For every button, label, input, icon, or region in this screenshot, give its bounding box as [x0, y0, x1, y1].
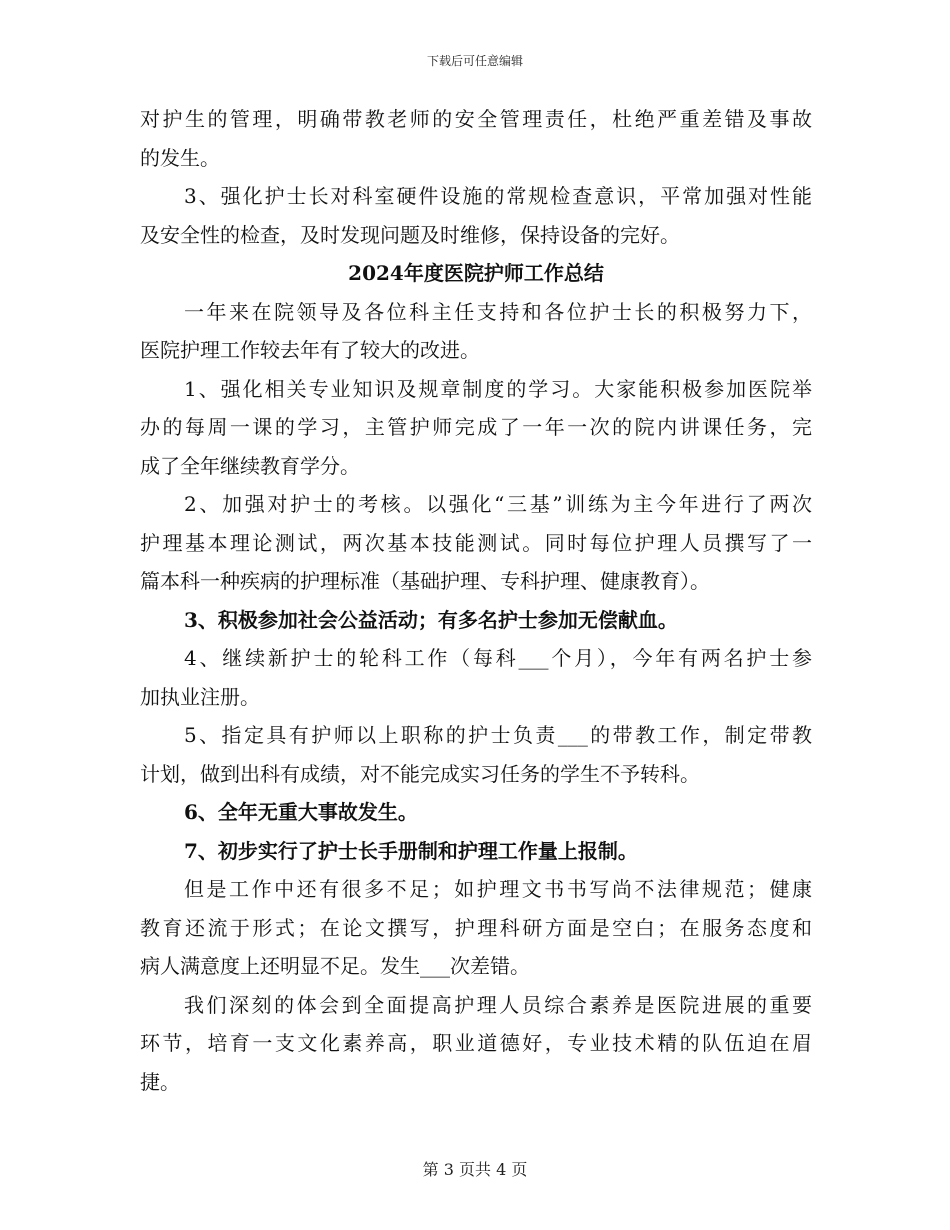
text-line: 2、加强对护士的考核。以强化“三基”训练为主今年进行了两次	[184, 492, 812, 516]
text-line: 成了全年继续教育学分。	[140, 453, 360, 478]
text-line: 及安全性的检查，及时发现问题及时维修，保持设备的完好。	[140, 222, 680, 247]
text-line: 篇本科一种疾病的护理标准（基础护理、专科护理、健康教育）。	[140, 569, 710, 593]
text-line: 3、强化护士长对科室硬件设施的常规检查意识，平常加强对性能	[184, 184, 812, 208]
text-line: 我们深刻的体会到全面提高护理人员综合素养是医院进展的重要	[184, 992, 812, 1017]
text-line: 办的每周一课的学习，主管护师完成了一年一次的院内讲课任务，完	[140, 415, 812, 439]
text-line: 护理基本理论测试，两次基本技能测试。同时每位护理人员撰写了一	[140, 530, 812, 555]
text-line: 对护生的管理，明确带教老师的安全管理责任，杜绝严重差错及事故	[140, 107, 812, 131]
text-line: 7、初步实行了护士长手册制和护理工作量上报制。	[184, 838, 638, 863]
text-line: 医院护理工作较去年有了较大的改进。	[140, 338, 480, 362]
text-line: 6、全年无重大事故发生。	[184, 800, 418, 824]
document-body	[140, 100, 812, 1101]
text-line: 一年来在院领导及各位科主任支持和各位护士长的积极努力下，	[184, 299, 812, 324]
page-footer: 第 3 页共 4 页	[422, 1160, 528, 1179]
text-line: 病人满意度上还明显不足。发生___次差错。	[140, 954, 530, 978]
section-title: 2024年度医院护师工作总结	[348, 261, 604, 285]
text-line: 但是工作中还有很多不足；如护理文书书写尚不法律规范；健康	[184, 877, 812, 901]
text-line: 教育还流于形式；在论文撰写，护理科研方面是空白；在服务态度和	[140, 915, 812, 940]
text-line: 环节，培育一支文化素养高，职业道德好，专业技术精的队伍迫在眉	[140, 1031, 812, 1055]
text-line: 5、指定具有护师以上职称的护士负责___的带教工作，制定带教	[184, 723, 812, 747]
text-line: 加执业注册。	[140, 684, 260, 709]
text-line: 捷。	[140, 1069, 180, 1094]
text-line: 4、继续新护士的轮科工作（每科___个月），今年有两名护士参	[184, 646, 812, 670]
text-line: 计划，做到出科有成绩，对不能完成实习任务的学生不予转科。	[140, 761, 700, 786]
text-line: 1、强化相关专业知识及规章制度的学习。大家能积极参加医院举	[184, 376, 812, 401]
text-line: 3、积极参加社会公益活动；有多名护士参加无偿献血。	[184, 607, 678, 632]
text-line: 的发生。	[140, 145, 220, 170]
page-header: 下载后可任意编辑	[426, 54, 523, 68]
